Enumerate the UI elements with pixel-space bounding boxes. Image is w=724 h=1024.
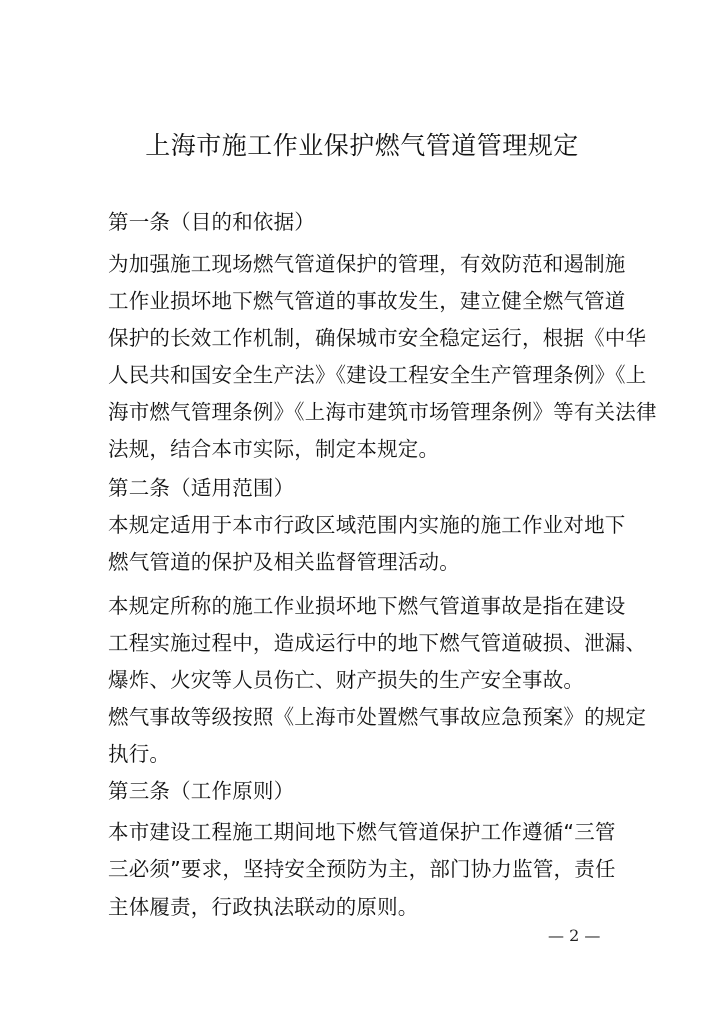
body-text-line: 三必须”要求，坚持安全预防为主，部门协力监管，责任: [108, 857, 616, 881]
body-text-line: 本市建设工程施工期间地下燃气管道保护工作遵循“三管: [108, 820, 616, 844]
body-text-line: 为加强施工现场燃气管道保护的管理，有效防范和遏制施: [108, 252, 626, 276]
body-text-line: 工作业损坏地下燃气管道的事故发生，建立健全燃气管道: [108, 289, 626, 313]
body-text-line: 爆炸、火灾等人员伤亡、财产损失的生产安全事故。: [108, 668, 585, 692]
page-number: — 2 —: [548, 926, 601, 945]
body-text-line: 人民共和国安全生产法》《建设工程安全生产管理条例》《上: [108, 363, 647, 387]
body-text-line: 工程实施过程中，造成运行中的地下燃气管道破损、泄漏、: [108, 631, 647, 655]
body-text-line: 主体履责，行政执法联动的原则。: [108, 895, 419, 919]
document-title: 上海市施工作业保护燃气管道管理规定: [145, 131, 579, 160]
article-1-heading: 第一条（目的和依据）: [108, 210, 315, 234]
body-text-line: 本规定所称的施工作业损坏地下燃气管道事故是指在建设: [108, 594, 626, 618]
article-3-heading: 第三条（工作原则）: [108, 779, 295, 803]
article-2-heading: 第二条（适用范围）: [108, 476, 295, 500]
body-text-line: 本规定适用于本市行政区域范围内实施的施工作业对地下: [108, 513, 626, 537]
body-text-line: 燃气管道的保护及相关监督管理活动。: [108, 550, 460, 574]
body-text-line: 燃气事故等级按照《上海市处置燃气事故应急预案》的规定: [108, 705, 647, 729]
body-text-line: 法规，结合本市实际，制定本规定。: [108, 437, 440, 461]
body-text-line: 保护的长效工作机制，确保城市安全稳定运行，根据《中华: [108, 326, 647, 350]
body-text-line: 海市燃气管理条例》《上海市建筑市场管理条例》等有关法律: [108, 400, 657, 424]
body-text-line: 执行。: [108, 742, 171, 766]
